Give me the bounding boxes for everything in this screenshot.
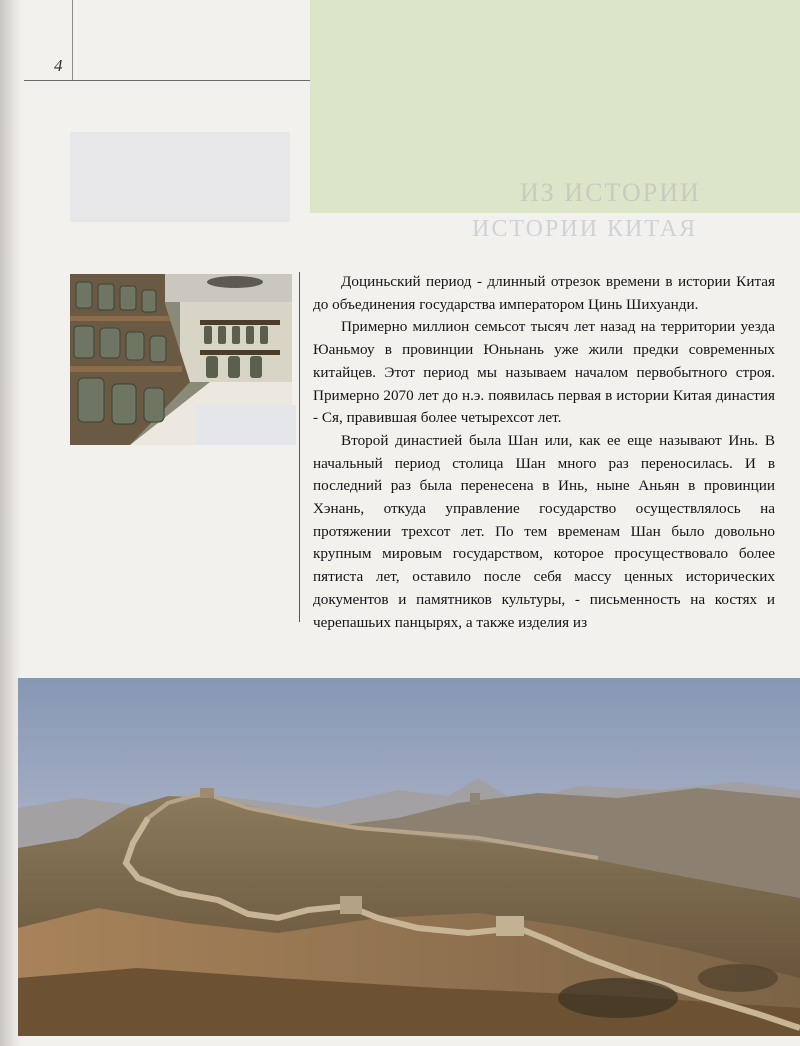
bleed-through-heading: ИЗ ИСТОРИИ (520, 178, 701, 207)
paragraph-2: Примерно миллион семьсот тысяч лет назад на территории уезда Юаньмоу в провинции Юньнань уже жили предки современных китайцев. Этот период мы называем началом первобытного строя. Примерно 2070 лет до н.э. появилась первая в истории Китая династия - Ся, правившая более четырехсот лет. (313, 318, 775, 427)
header-rule (24, 80, 310, 81)
bleed-through-block (196, 405, 296, 445)
paragraph-3: Второй династией была Шан или, как ее еще называют Инь. В начальный период столица Шан много раз переносилась. И в последний раз была перенесена в Инь, ныне Аньян в провинции Хэнань, откуда управление государство осуществлялось на протяжении трехсот лет. По тем временам Шан было довольно крупным мировым государством, которое просуществовало более пятиста лет, оставило после себя массу ценных исторических документов и памятников культуры, - письменность на костях и черепашьих панцырях, а также изделия из (313, 431, 775, 631)
text-column-rule (299, 272, 300, 622)
body-text (313, 271, 775, 634)
page-number: 4 (54, 56, 63, 75)
great-wall-photo (18, 678, 800, 1036)
bleed-through-heading-2: ИСТОРИИ КИТАЯ (472, 216, 698, 242)
great-wall-illustration (18, 678, 800, 1036)
header-vertical-rule (72, 0, 73, 81)
paragraph-1: Доциньский период - длинный отрезок времени в истории Китая до объединения государства императором Цинь Шихуанди. (313, 273, 775, 313)
bleed-through-area (70, 132, 290, 222)
